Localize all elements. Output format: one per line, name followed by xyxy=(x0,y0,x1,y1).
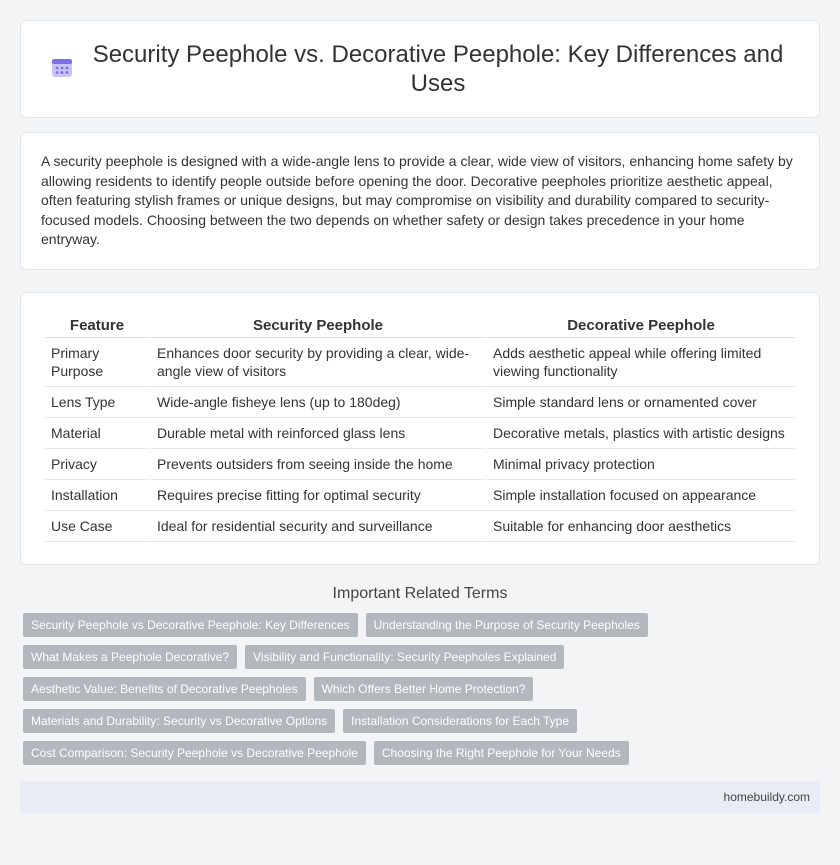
term-tag[interactable]: What Makes a Peephole Decorative? xyxy=(23,645,237,669)
table-cell: Simple standard lens or ornamented cover xyxy=(487,387,795,418)
table-cell: Simple installation focused on appearance xyxy=(487,480,795,511)
table-cell: Decorative metals, plastics with artistic designs xyxy=(487,418,795,449)
term-tag[interactable]: Installation Considerations for Each Type xyxy=(343,709,577,733)
intro-text: A security peephole is designed with a wide-angle lens to provide a clear, wide view of visitors, enhancing home safety by allowing residents to identify people outside before opening the door. Decorative peepholes prioritize aesthetic appeal, often featuring stylish frames or unique designs, but may compromise on visibility and durability compared to security-focused models. Choosing between the two depends on whether safety or design takes precedence in your home entryway. xyxy=(41,153,793,247)
related-terms-section xyxy=(20,585,820,765)
title-card xyxy=(20,20,820,118)
term-tag[interactable]: Which Offers Better Home Protection? xyxy=(314,677,534,701)
term-tag[interactable]: Visibility and Functionality: Security Peepholes Explained xyxy=(245,645,564,669)
table-row xyxy=(45,418,795,449)
table-cell: Primary Purpose xyxy=(45,338,149,387)
table-cell: Privacy xyxy=(45,449,149,480)
table-row xyxy=(45,511,795,542)
table-cell: Ideal for residential security and surveillance xyxy=(151,511,485,542)
table-cell: Lens Type xyxy=(45,387,149,418)
table-row xyxy=(45,338,795,387)
table-row xyxy=(45,449,795,480)
term-tag[interactable]: Aesthetic Value: Benefits of Decorative Peepholes xyxy=(23,677,306,701)
footer-site[interactable]: homebuildy.com xyxy=(723,789,810,804)
comparison-table-card xyxy=(20,292,820,565)
table-cell: Durable metal with reinforced glass lens xyxy=(151,418,485,449)
table-cell: Requires precise fitting for optimal security xyxy=(151,480,485,511)
table-cell: Minimal privacy protection xyxy=(487,449,795,480)
term-tag[interactable]: Cost Comparison: Security Peephole vs Decorative Peephole xyxy=(23,741,366,765)
calendar-grid-icon xyxy=(51,56,73,83)
header-security: Security Peephole xyxy=(151,313,485,338)
table-cell: Suitable for enhancing door aesthetics xyxy=(487,511,795,542)
table-cell: Installation xyxy=(45,480,149,511)
intro-card xyxy=(20,132,820,270)
comparison-table xyxy=(43,313,797,542)
term-tag[interactable]: Security Peephole vs Decorative Peephole: Key Differences xyxy=(23,613,358,637)
table-header-row xyxy=(45,313,795,338)
related-terms-tags xyxy=(20,613,820,765)
footer xyxy=(20,781,820,813)
table-cell: Adds aesthetic appeal while offering limited viewing functionality xyxy=(487,338,795,387)
table-cell: Use Case xyxy=(45,511,149,542)
header-decorative: Decorative Peephole xyxy=(487,313,795,338)
table-cell: Material xyxy=(45,418,149,449)
table-cell: Prevents outsiders from seeing inside the home xyxy=(151,449,485,480)
term-tag[interactable]: Materials and Durability: Security vs Decorative Options xyxy=(23,709,335,733)
table-row xyxy=(45,387,795,418)
page-title: Security Peephole vs. Decorative Peephole: Key Differences and Uses xyxy=(92,41,784,97)
table-cell: Enhances door security by providing a clear, wide-angle view of visitors xyxy=(151,338,485,387)
term-tag[interactable]: Choosing the Right Peephole for Your Needs xyxy=(374,741,629,765)
table-row xyxy=(45,480,795,511)
table-cell: Wide-angle fisheye lens (up to 180deg) xyxy=(151,387,485,418)
related-terms-title: Important Related Terms xyxy=(332,584,508,602)
term-tag[interactable]: Understanding the Purpose of Security Peepholes xyxy=(366,613,648,637)
header-feature: Feature xyxy=(45,313,149,338)
